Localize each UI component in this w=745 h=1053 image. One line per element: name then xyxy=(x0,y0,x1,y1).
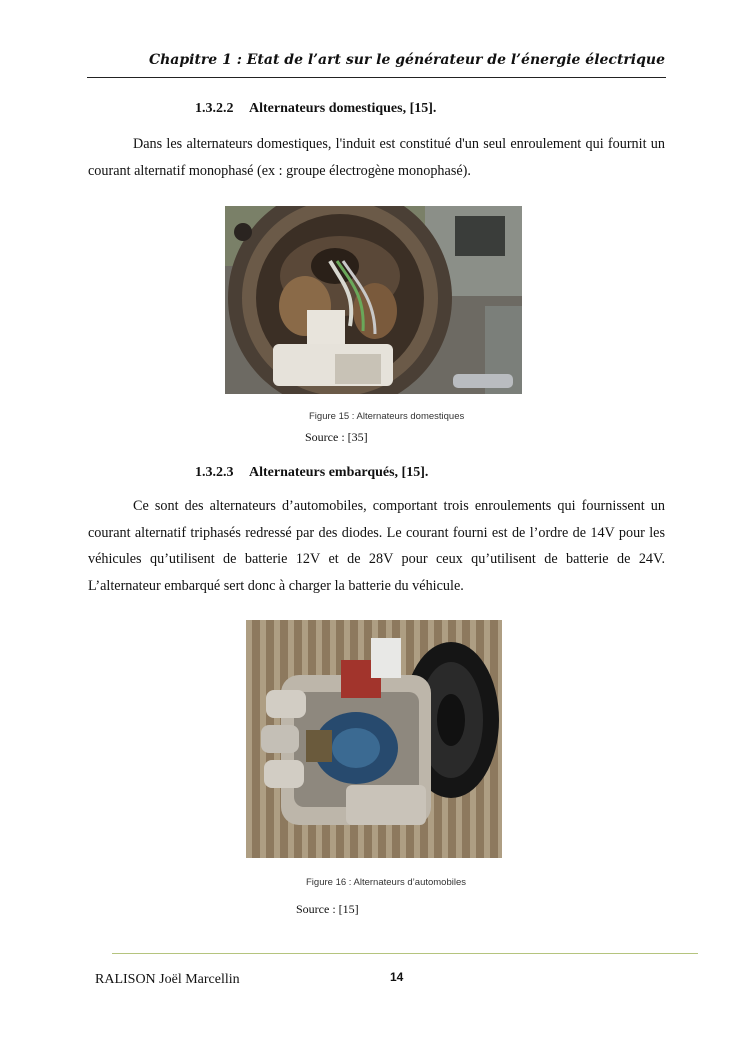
footer-author: RALISON Joël Marcellin xyxy=(95,972,240,987)
paragraph-text: Dans les alternateurs domestiques, l'induit est constitué d'un seul enroulement qui fournit un courant alternatif monophasé (ex : groupe électrogène monophasé). xyxy=(88,136,665,179)
automobile-alternator-photo xyxy=(246,620,502,858)
section-title: Alternateurs domestiques, [15]. xyxy=(249,101,437,116)
figure-caption: Figure 15 : Alternateurs domestiques xyxy=(309,411,465,422)
section-number: 1.3.2.3 xyxy=(195,465,234,480)
domestic-alternator-illustration xyxy=(225,206,522,394)
section-number: 1.3.2.2 xyxy=(195,101,234,116)
section-paragraph xyxy=(88,131,665,184)
domestic-alternator-photo xyxy=(225,206,522,394)
header-divider xyxy=(87,77,666,78)
figure-caption: Figure 16 : Alternateurs d’automobiles xyxy=(306,877,467,888)
chapter-header: Chapitre 1 : Etat de l’art sur le générateur de l’énergie électrique xyxy=(148,52,665,68)
automobile-alternator-illustration xyxy=(246,620,502,858)
section-paragraph xyxy=(88,493,665,599)
footer-divider xyxy=(112,953,698,954)
section-heading-1-3-2-3 xyxy=(195,465,428,481)
page-number: 14 xyxy=(390,970,404,984)
section-heading-1-3-2-2 xyxy=(195,101,436,117)
paragraph-text: Ce sont des alternateurs d’automobiles, comportant trois enroulements qui fournissent un courant alternatif triphasés redressé par des diodes. Le courant fourni est de l’ordre de 14V pour les véhicules qu’utilisent de batterie 12V et de 28V pour ceux qu’utilisent de batterie de 24V. L’alternateur embarqué sert donc à charger la batterie du véhicule. xyxy=(88,498,665,594)
figure-source: Source : [15] xyxy=(296,902,359,916)
section-title: Alternateurs embarqués, [15]. xyxy=(249,465,429,480)
figure-source: Source : [35] xyxy=(305,430,368,444)
